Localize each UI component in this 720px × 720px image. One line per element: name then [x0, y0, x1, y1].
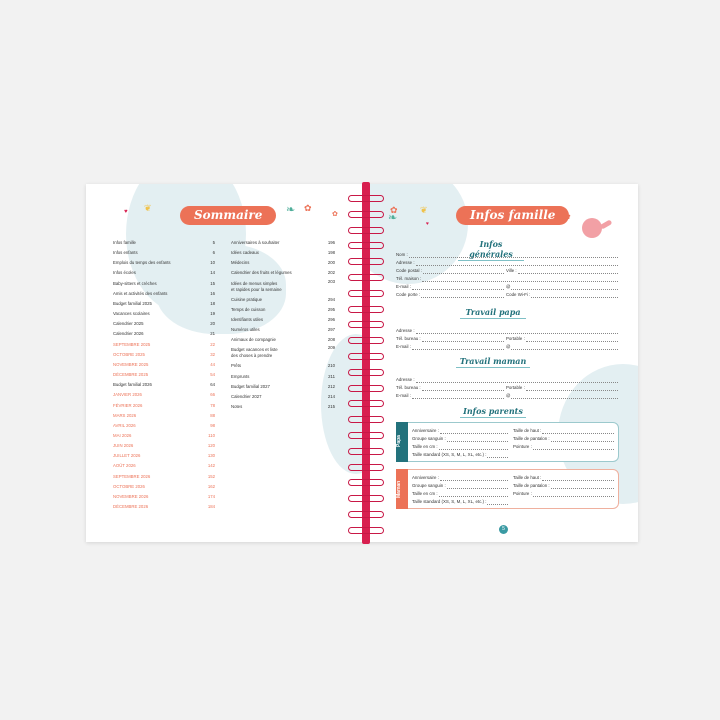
toc-entry-page: 66	[210, 392, 215, 398]
toc-entry-label: MARS 2026	[113, 412, 137, 418]
section-title-papa	[460, 307, 526, 319]
toc-entry	[231, 305, 335, 315]
toc-entry-label: NOVEMBRE 2025	[113, 361, 149, 367]
toc-entry-label: DÉCEMBRE 2025	[113, 372, 149, 378]
toc-entry-page: 20	[210, 321, 215, 327]
page-title: Infos famille	[456, 206, 569, 225]
toc-entry	[231, 392, 335, 402]
papa-office-phone-field-label: Tél. bureau :	[396, 336, 421, 341]
toc-entry	[113, 472, 215, 482]
fill-line[interactable]	[511, 349, 618, 350]
toc-entry-label: Notes	[231, 404, 243, 410]
section-title-text: Infos générales	[469, 239, 513, 259]
fill-line[interactable]	[416, 333, 618, 334]
toc-entry-page: 54	[210, 372, 215, 378]
toc-entry-page: 297	[327, 327, 335, 333]
spiral-spine	[362, 182, 370, 544]
spiral-ring	[348, 258, 384, 265]
fill-line[interactable]	[551, 488, 614, 489]
at-sign: @	[506, 393, 511, 398]
toc-entry-label: DÉCEMBRE 2026	[113, 504, 149, 510]
toc-entry-label: Cuisine pratique	[231, 296, 263, 302]
toc-entry	[113, 461, 215, 471]
section-title-maman	[456, 356, 530, 368]
spiral-ring	[348, 385, 384, 392]
fill-line[interactable]	[542, 433, 614, 434]
toc-entry-label: Anniversaires à souhaiter	[231, 240, 280, 245]
fill-line[interactable]	[422, 341, 504, 342]
spiral-ring	[348, 400, 384, 407]
toc-entry-page: 203	[327, 278, 335, 284]
toc-entry	[113, 380, 215, 390]
toc-entry-page: 88	[210, 412, 215, 418]
toc-entry-page: 202	[327, 270, 335, 276]
toc-entry-label: JUILLET 2026	[113, 453, 141, 459]
spiral-ring	[348, 464, 384, 471]
fill-line[interactable]	[412, 398, 504, 399]
teapot-icon	[582, 218, 602, 238]
fill-line[interactable]	[531, 297, 618, 298]
heart-icon: ♥	[426, 221, 429, 227]
papa-tag-label: Papa	[396, 435, 402, 447]
toc-entry	[113, 390, 215, 400]
maman-email-field-label: E-mail :	[396, 393, 411, 398]
toc-entry	[231, 325, 335, 335]
toc-entry	[113, 258, 215, 268]
toc-entry	[113, 350, 215, 360]
fill-line[interactable]	[416, 382, 618, 383]
spiral-ring	[348, 369, 384, 376]
toc-entry	[231, 248, 335, 258]
toc-entry-page: 110	[208, 432, 215, 438]
toc-entry-page: 210	[327, 363, 335, 369]
spiral-ring	[348, 448, 384, 455]
postal-code-field-label: Code postal :	[396, 268, 422, 273]
home-phone-field-label: Tél. maison :	[396, 276, 422, 281]
spiral-ring	[348, 195, 384, 202]
toc-entry-label: Calendrier des fruits et légumes	[231, 270, 292, 276]
toc-entry-label: NOVEMBRE 2026	[113, 493, 149, 499]
toc-entry-label: Budget familial 2025	[113, 300, 152, 306]
fill-line[interactable]	[412, 349, 504, 350]
maman-top-size-field-label: Taille de haut :	[513, 475, 542, 480]
toc-entry	[113, 309, 215, 319]
toc-entry-page: 152	[207, 473, 215, 479]
toc-entry-label: Calendrier 2026	[113, 331, 144, 337]
flower-icon: ✿	[304, 203, 312, 213]
toc-entry	[113, 279, 215, 289]
toc-entry-page: 142	[207, 463, 215, 469]
fill-line[interactable]	[440, 480, 508, 481]
spiral-ring	[348, 227, 384, 234]
spiral-ring	[348, 416, 384, 423]
fill-line[interactable]	[526, 341, 618, 342]
planner-spread	[86, 184, 638, 542]
toc-entry-page: 78	[210, 402, 215, 408]
flower-icon: ✿	[332, 211, 338, 218]
toc-entry-label: Vacances scolaires	[113, 311, 150, 317]
toc-entry-label: Budget familial 2026	[113, 382, 152, 388]
toc-entry-page: 120	[207, 443, 215, 449]
toc-entry-page: 208	[327, 337, 335, 343]
left-page	[86, 184, 364, 542]
papa-blood-type-field-label: Groupe sanguin :	[412, 436, 446, 441]
toc-entry-label: Idées de menus simples et rapides pour la semaine	[231, 280, 282, 292]
toc-entry-page: 32	[210, 351, 215, 357]
toc-entry	[231, 345, 335, 361]
spiral-ring	[348, 432, 384, 439]
toc-entry-label: Emplois du temps des enfants	[113, 260, 171, 266]
name-field-label: Nom :	[396, 252, 408, 257]
maman-mobile-field-label: Portable :	[506, 385, 525, 390]
spiral-ring	[348, 321, 384, 328]
maman-office-phone-field-label: Tél. bureau :	[396, 385, 421, 390]
toc-entry-label: Infos écoles	[113, 270, 136, 276]
section-title-text: Travail papa	[465, 307, 521, 317]
email-field-label: E-mail :	[396, 284, 411, 289]
toc-entry	[231, 279, 335, 295]
toc-entry	[113, 319, 215, 329]
spiral-ring	[348, 242, 384, 249]
fill-line[interactable]	[409, 257, 618, 258]
toc-entry-label: Calendrier 2025	[113, 321, 144, 327]
toc-entry-label: Infos enfants	[113, 250, 138, 256]
toc-entry-page: 16	[210, 290, 215, 296]
toc-entry	[113, 492, 215, 502]
toc-entry-page: 200	[327, 260, 335, 266]
fill-line[interactable]	[416, 265, 618, 266]
toc-entry	[113, 431, 215, 441]
city-field-label: Ville :	[506, 268, 517, 273]
right-page	[368, 184, 638, 542]
toc-entry	[231, 335, 335, 345]
toc-entry	[113, 289, 215, 299]
toc-entry-page: 130	[207, 453, 215, 459]
toc-entry-label: Budget familial 2027	[231, 383, 270, 389]
toc-entry	[231, 268, 335, 278]
fill-line[interactable]	[412, 289, 504, 290]
toc-entry-page: 295	[327, 306, 335, 312]
toc-entry-label: JANVIER 2026	[113, 392, 142, 398]
section-title-text: Infos parents	[463, 406, 523, 416]
toc-entry-page: 22	[210, 341, 215, 347]
toc-entry	[113, 502, 215, 512]
leaf-icon: ❧	[286, 204, 296, 216]
door-code-field-label: Code porte :	[396, 292, 421, 297]
toc-entry	[231, 295, 335, 305]
address-field-label: Adresse :	[396, 260, 415, 265]
fill-line[interactable]	[533, 449, 614, 450]
toc-entry-label: Baby-sitters et crèches	[113, 280, 157, 286]
spiral-ring	[348, 306, 384, 313]
fill-line[interactable]	[447, 441, 508, 442]
fill-line[interactable]	[439, 496, 508, 497]
toc-entry	[113, 238, 215, 248]
toc-entry-page: 10	[210, 260, 215, 266]
toc-column-2	[231, 238, 335, 412]
page-title: Sommaire	[180, 206, 276, 225]
toc-column-1	[113, 238, 215, 512]
toc-entry	[231, 402, 335, 412]
toc-entry-label: Idées cadeaux	[231, 250, 259, 256]
toc-entry	[231, 258, 335, 268]
fill-line[interactable]	[422, 390, 504, 391]
toc-entry-label: MAI 2026	[113, 432, 132, 438]
toc-entry-label: Numéros utiles	[231, 327, 260, 333]
toc-entry	[113, 360, 215, 370]
papa-email-field-label: E-mail :	[396, 344, 411, 349]
toc-entry-label: Temps de cuisson	[231, 306, 266, 312]
toc-entry	[113, 421, 215, 431]
toc-entry-label: Animaux de compagnie	[231, 337, 276, 343]
fill-line[interactable]	[422, 281, 618, 282]
maman-address-field-label: Adresse :	[396, 377, 415, 382]
toc-entry	[113, 451, 215, 461]
maman-blood-type-field-label: Groupe sanguin :	[412, 483, 446, 488]
toc-entry-page: 214	[327, 393, 335, 399]
spiral-ring	[348, 511, 384, 518]
section-title-parents	[460, 406, 526, 418]
spiral-ring	[348, 337, 384, 344]
toc-entry-page: 19	[210, 311, 215, 317]
page-number: 5	[499, 525, 508, 534]
toc-entry-label: AVRIL 2026	[113, 422, 136, 428]
toc-entry	[113, 329, 215, 339]
papa-pants-size-field-label: Taille de pantalon :	[513, 436, 550, 441]
toc-entry-label: Identifiants utiles	[231, 316, 264, 322]
toc-entry-page: 184	[207, 504, 215, 510]
spiral-ring	[348, 479, 384, 486]
toc-entry-label: AOÛT 2026	[113, 463, 136, 469]
spiral-ring	[348, 211, 384, 218]
toc-entry-page: 162	[207, 483, 215, 489]
toc-entry	[113, 441, 215, 451]
spiral-ring	[348, 495, 384, 502]
toc-entry	[231, 315, 335, 325]
toc-entry-page: 198	[327, 250, 335, 256]
wifi-code-field-label: Code Wi-Fi :	[506, 292, 531, 297]
toc-entry-page: 196	[327, 240, 335, 245]
toc-entry	[113, 299, 215, 309]
toc-entry	[113, 411, 215, 421]
toc-entry-label: FÉVRIER 2026	[113, 402, 143, 408]
heart-icon: ♥	[124, 209, 128, 215]
toc-entry-page: 64	[210, 382, 215, 388]
toc-entry	[113, 268, 215, 278]
at-sign: @	[506, 284, 511, 289]
fill-line[interactable]	[487, 504, 508, 505]
toc-entry-label: Prêts	[231, 363, 242, 369]
fill-line[interactable]	[542, 480, 614, 481]
toc-entry-page: 296	[327, 316, 335, 322]
toc-entry-page: 174	[207, 493, 215, 499]
toc-entry-page: 18	[210, 300, 215, 306]
toc-entry	[113, 370, 215, 380]
fill-line[interactable]	[447, 488, 508, 489]
maman-tag-label: Maman	[396, 480, 402, 498]
toc-entry-page: 209	[327, 345, 335, 351]
fill-line[interactable]	[518, 273, 618, 274]
teapot-spout-icon	[600, 219, 613, 229]
toc-entry-label: SEPTEMBRE 2025	[113, 341, 151, 347]
leaf-icon: ❦	[144, 203, 152, 213]
toc-entry-label: Amis et activités des enfants	[113, 290, 168, 296]
toc-entry-label: OCTOBRE 2025	[113, 351, 145, 357]
papa-height-field-label: Taille en cm :	[412, 444, 438, 449]
section-title-general	[458, 239, 524, 261]
papa-mobile-field-label: Portable :	[506, 336, 525, 341]
fill-line[interactable]	[440, 433, 508, 434]
toc-entry-label: Budget vacances et liste des choses à prendre	[231, 347, 278, 359]
toc-entry-label: Calendrier 2027	[231, 393, 262, 399]
spiral-ring	[348, 290, 384, 297]
toc-entry-page: 211	[328, 373, 335, 379]
fill-line[interactable]	[533, 496, 614, 497]
toc-entry	[113, 482, 215, 492]
toc-entry	[113, 248, 215, 258]
toc-entry	[231, 382, 335, 392]
maman-shoe-size-field-label: Pointure :	[513, 491, 532, 496]
toc-entry-label: OCTOBRE 2026	[113, 483, 145, 489]
fill-line[interactable]	[421, 297, 504, 298]
toc-entry-page: 212	[327, 383, 335, 389]
fill-line[interactable]	[511, 289, 618, 290]
toc-entry-page: 14	[210, 270, 215, 276]
toc-entry	[113, 340, 215, 350]
fill-line[interactable]	[487, 457, 508, 458]
papa-shoe-size-field-label: Pointure :	[513, 444, 532, 449]
papa-birthday-field-label: Anniversaire :	[412, 428, 439, 433]
at-sign: @	[506, 344, 511, 349]
leaf-icon: ❧	[388, 212, 398, 224]
maman-standard-size-field-label: Taille standard (XS, S, M, L, XL, etc.) :	[412, 499, 487, 504]
toc-entry	[231, 238, 335, 248]
toc-entry-page: 294	[327, 296, 335, 302]
spiral-ring	[348, 274, 384, 281]
toc-entry-page: 44	[210, 361, 215, 367]
papa-top-size-field-label: Taille de haut :	[513, 428, 542, 433]
papa-standard-size-field-label: Taille standard (XS, S, M, L, XL, etc.) :	[412, 452, 487, 457]
toc-entry	[113, 401, 215, 411]
toc-entry-page: 6	[212, 250, 215, 256]
toc-entry	[231, 372, 335, 382]
toc-entry-page: 215	[327, 404, 335, 410]
flower-icon: ✿	[564, 212, 571, 221]
fill-line[interactable]	[423, 273, 504, 274]
toc-entry-label: JUIN 2026	[113, 443, 134, 449]
toc-entry	[231, 361, 335, 371]
toc-entry-label: Emprunts	[231, 373, 250, 379]
maman-birthday-field-label: Anniversaire :	[412, 475, 439, 480]
section-title-text: Travail maman	[459, 356, 527, 366]
fill-line[interactable]	[511, 398, 618, 399]
leaf-icon: ❦	[420, 205, 428, 215]
toc-entry-page: 5	[212, 240, 215, 245]
spiral-ring	[348, 353, 384, 360]
maman-pants-size-field-label: Taille de pantalon :	[513, 483, 550, 488]
toc-entry-label: Médecins	[231, 260, 250, 266]
fill-line[interactable]	[526, 390, 618, 391]
flower-icon: ✿	[390, 205, 398, 215]
toc-entry-page: 98	[210, 422, 215, 428]
toc-entry-label: SEPTEMBRE 2026	[113, 473, 151, 479]
maman-height-field-label: Taille en cm :	[412, 491, 438, 496]
toc-entry-label: Infos famille	[113, 240, 136, 245]
toc-entry-page: 15	[210, 280, 215, 286]
fill-line[interactable]	[551, 441, 614, 442]
fill-line[interactable]	[439, 449, 508, 450]
spiral-ring	[348, 527, 384, 534]
papa-address-field-label: Adresse :	[396, 328, 415, 333]
toc-entry-page: 21	[210, 331, 215, 337]
